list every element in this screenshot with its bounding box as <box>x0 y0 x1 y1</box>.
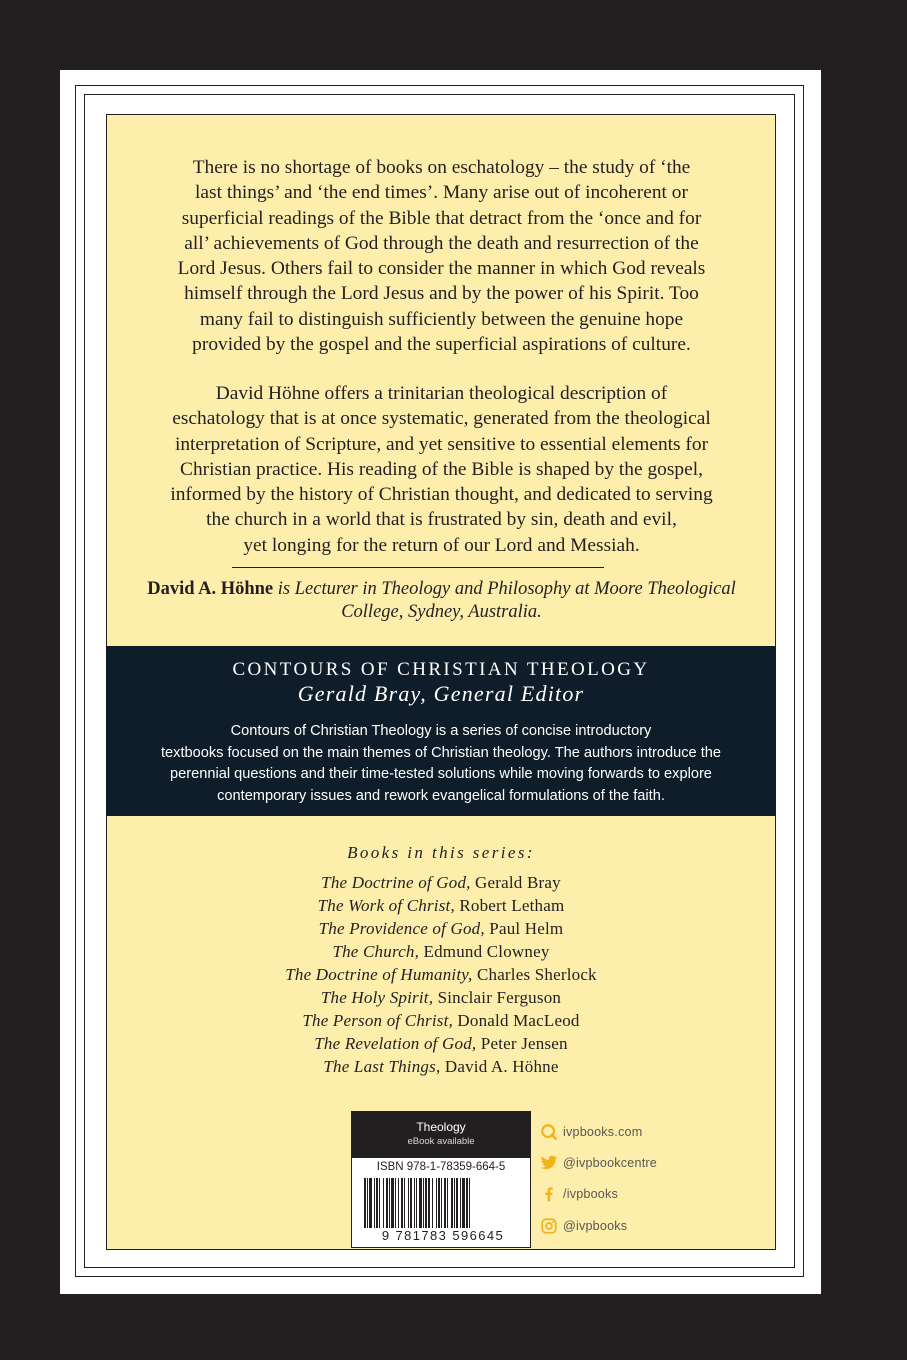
book-title: The Person of Christ, <box>302 1011 453 1030</box>
book-title: The Church, <box>332 942 420 961</box>
text-line: all’ achievements of God through the death and resurrection of the <box>184 232 699 254</box>
social-text: /ivpbooks <box>563 1187 619 1201</box>
book-item <box>106 942 776 962</box>
divider-rule <box>232 567 604 568</box>
book-title: The Last Things <box>323 1057 436 1076</box>
barcode-bar <box>369 1178 372 1228</box>
social-website[interactable] <box>540 1122 642 1142</box>
barcode-bar <box>364 1178 366 1228</box>
description-paragraph-1 <box>130 155 753 357</box>
barcode-bar <box>374 1178 375 1228</box>
text-line: interpretation of Scripture, and yet sensitive to essential elements for <box>174 433 709 455</box>
barcode-digits: 9 781783 596645 <box>381 1228 505 1243</box>
book-author: Robert Letham <box>454 896 565 915</box>
twitter-icon <box>540 1154 558 1172</box>
book-author: Paul Helm <box>484 919 564 938</box>
book-author: Gerald Bray <box>470 873 561 892</box>
bio-line-2: College, Sydney, Australia. <box>341 602 542 622</box>
text-line: contemporary issues and rework evangelical formulations of the faith. <box>217 787 665 804</box>
category-header <box>351 1111 531 1158</box>
book-author: Peter Jensen <box>476 1034 568 1053</box>
barcode-bar <box>416 1178 417 1228</box>
barcode-bar <box>404 1178 405 1228</box>
category-label: Theology <box>416 1120 466 1134</box>
book-author: Donald MacLeod <box>452 1011 580 1030</box>
social-text: ivpbooks.com <box>563 1125 643 1139</box>
text-line: informed by the history of Christian thought, and dedicated to serving <box>170 484 713 506</box>
text-line: Contours of Christian Theology is a series of concise introductory <box>230 723 652 739</box>
barcode-bar <box>383 1178 384 1228</box>
barcode-bar <box>389 1178 390 1228</box>
text-line: There is no shortage of books on eschatology – the study of ‘the <box>192 157 691 178</box>
book-item <box>106 965 776 985</box>
text-line: textbooks focused on the main themes of Christian theology. The authors introduce the <box>160 744 722 761</box>
barcode-bar <box>436 1178 437 1228</box>
barcode-bar <box>398 1178 399 1228</box>
author-name: David A. Höhne <box>147 579 274 599</box>
barcode-bar <box>425 1178 427 1228</box>
book-title: The Doctrine of God, <box>321 873 471 892</box>
book-author: , David A. Höhne <box>435 1057 559 1076</box>
book-title: The Work of Christ, <box>317 896 455 915</box>
bio-line-1: is Lecturer in Theology and Philosophy at Moore Theological <box>273 579 736 599</box>
barcode-bar <box>386 1178 388 1228</box>
social-facebook[interactable] <box>540 1184 618 1204</box>
author-bio <box>130 578 753 624</box>
text-line: Lord Jesus. Others fail to consider the manner in which God reveals <box>177 258 706 280</box>
social-instagram[interactable] <box>540 1216 627 1236</box>
description-paragraph-2 <box>130 381 753 558</box>
barcode-bar <box>462 1178 465 1228</box>
barcode-bar <box>391 1178 394 1228</box>
text-line: many fail to distinguish sufficiently between the genuine hope <box>199 308 684 330</box>
series-description <box>140 721 742 807</box>
barcode-bar <box>454 1178 455 1228</box>
text-line: himself through the Lord Jesus and by the power of his Spirit. Too <box>184 283 699 305</box>
book-title: The Doctrine of Humanity, <box>285 965 473 984</box>
text-line: David Höhne offers a trinitarian theological description of <box>215 383 668 404</box>
barcode-bar <box>456 1178 458 1228</box>
text-line: perennial questions and their time-tested solutions while moving forwards to explore <box>170 766 712 782</box>
barcode-bar <box>469 1178 470 1228</box>
book-item <box>106 1057 776 1077</box>
text-line: yet longing for the return of our Lord and Messiah. <box>243 534 640 556</box>
barcode-bar <box>441 1178 442 1228</box>
text-line: last things’ and ‘the end times’. Many arise out of incoherent or <box>195 182 688 204</box>
social-text: @ivpbooks <box>563 1219 628 1233</box>
barcode-bar <box>395 1178 396 1228</box>
book-author: Sinclair Ferguson <box>433 988 562 1007</box>
instagram-icon <box>540 1217 558 1235</box>
barcode-bar <box>410 1178 412 1228</box>
search-q-icon <box>540 1123 558 1141</box>
barcode-bar <box>376 1178 378 1228</box>
barcode-bar <box>367 1178 368 1228</box>
barcode-bar <box>428 1178 430 1228</box>
barcode-bar <box>401 1178 403 1228</box>
book-author: Edmund Clowney <box>419 942 550 961</box>
book-title: The Revelation of God, <box>314 1034 477 1053</box>
book-title: The Providence of God, <box>318 919 485 938</box>
barcode-bar <box>408 1178 409 1228</box>
text-line: Christian practice. His reading of the Bible is shaped by the gospel, <box>180 458 703 480</box>
book-author: Charles Sherlock <box>472 965 597 984</box>
book-title: The Holy Spirit, <box>320 988 434 1007</box>
barcode-bar <box>447 1178 448 1228</box>
barcode-bar <box>419 1178 422 1228</box>
barcode-bar <box>423 1178 424 1228</box>
isbn-number: ISBN 978-1-78359-664-5 <box>376 1161 506 1173</box>
barcode-bar <box>460 1178 461 1228</box>
barcode-bar <box>414 1178 415 1228</box>
text-line: provided by the gospel and the superficial aspirations of culture. <box>192 334 691 356</box>
facebook-icon <box>540 1185 558 1203</box>
book-item <box>106 919 776 939</box>
text-line: eschatology that is at once systematic, generated from the theological <box>172 408 711 430</box>
book-item <box>106 896 776 916</box>
barcode-bar <box>432 1178 433 1228</box>
text-line: the church in a world that is frustrated by sin, death and evil, <box>206 509 677 531</box>
ebook-label: eBook available <box>407 1136 475 1147</box>
barcode-bar <box>444 1178 446 1228</box>
book-item <box>106 873 776 893</box>
barcode <box>364 1178 520 1228</box>
social-twitter[interactable] <box>540 1153 657 1173</box>
books-heading: Books in this series: <box>347 843 535 862</box>
barcode-bar <box>451 1178 453 1228</box>
series-editor: Gerald Bray, General Editor <box>297 681 585 706</box>
barcode-bar <box>466 1178 468 1228</box>
book-item <box>106 1034 776 1054</box>
series-title: CONTOURS OF CHRISTIAN THEOLOGY <box>232 659 650 680</box>
social-text: @ivpbookcentre <box>563 1156 657 1170</box>
barcode-bar <box>379 1178 380 1228</box>
text-line: superficial readings of the Bible that detract from the ‘once and for <box>181 207 702 229</box>
book-item <box>106 988 776 1008</box>
book-item <box>106 1011 776 1031</box>
barcode-bar <box>438 1178 440 1228</box>
